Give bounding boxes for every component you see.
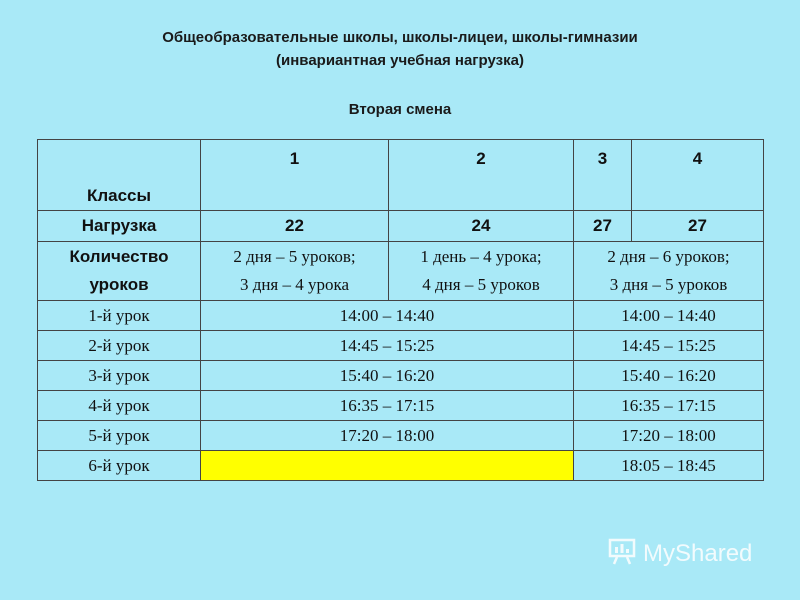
table-row [38, 301, 764, 331]
load-grade-4: 27 [632, 211, 764, 242]
lesson-count-grade-1-line2: 3 дня – 4 урока [239, 275, 350, 294]
lesson-label: 5-й урок [38, 421, 201, 451]
lesson-label: 3-й урок [38, 361, 201, 391]
grade-4: 4 [632, 140, 764, 211]
table-row [38, 421, 764, 451]
heading-shift: Вторая смена [348, 101, 452, 118]
lesson-count-grade-2-line2: 4 дня – 5 уроков [422, 275, 540, 294]
table-row [38, 391, 764, 421]
load-row [38, 211, 764, 242]
schedule-table [37, 139, 764, 481]
load-label: Нагрузка [38, 211, 201, 242]
lesson-count-grade-1-line1: 2 дня – 5 уроков; [233, 247, 356, 266]
lesson-count-grade-3-4-line1: 2 дня – 6 уроков; [607, 247, 730, 266]
load-grade-1: 22 [201, 211, 389, 242]
grade-2: 2 [389, 140, 574, 211]
lesson-time-grades-3-4: 14:00 – 14:40 [574, 301, 764, 331]
lesson-count-label [38, 242, 201, 301]
load-grade-2: 24 [389, 211, 574, 242]
lesson-time-grades-3-4: 15:40 – 16:20 [574, 361, 764, 391]
lesson-count-row [38, 242, 764, 301]
lesson-count-grade-3-4-line2: 3 дня – 5 уроков [609, 275, 728, 294]
table-row [38, 361, 764, 391]
heading-school-types: Общеобразовательные школы, школы-лицеи, школы-гимназии [162, 29, 638, 46]
lesson-count-label-line2: уроков [89, 275, 149, 294]
grade-1: 1 [201, 140, 389, 211]
heading-load-type: (инвариантная учебная нагрузка) [276, 52, 524, 69]
watermark-text: MyShared [643, 539, 753, 567]
presentation-board-icon [607, 536, 637, 571]
lesson-time-grades-1-2: 14:45 – 15:25 [201, 331, 574, 361]
lesson-time-grades-1-2: 17:20 – 18:00 [201, 421, 574, 451]
lesson-label: 2-й урок [38, 331, 201, 361]
watermark-logo [607, 536, 752, 571]
highlighted-empty-cell [201, 451, 574, 481]
table-header-row [38, 140, 764, 211]
lesson-time-grades-1-2: 14:00 – 14:40 [201, 301, 574, 331]
grade-3: 3 [574, 140, 632, 211]
lesson-count-label-line1: Количество [69, 247, 169, 266]
lesson-time-grades-3-4: 16:35 – 17:15 [574, 391, 764, 421]
lesson-count-grade-2-line1: 1 день – 4 урока; [420, 247, 542, 266]
lesson-label: 1-й урок [38, 301, 201, 331]
table-row [38, 451, 764, 481]
lesson-time-grades-3-4: 17:20 – 18:00 [574, 421, 764, 451]
lesson-count-grade-2 [389, 242, 574, 301]
lesson-time-grades-3-4: 14:45 – 15:25 [574, 331, 764, 361]
table-row [38, 331, 764, 361]
classes-label: Классы [38, 140, 201, 211]
lesson-count-grade-1 [201, 242, 389, 301]
lesson-label: 6-й урок [38, 451, 201, 481]
lesson-count-grade-3-4 [574, 242, 764, 301]
lesson-time-grades-1-2: 16:35 – 17:15 [201, 391, 574, 421]
lesson-time-grades-1-2: 15:40 – 16:20 [201, 361, 574, 391]
load-grade-3: 27 [574, 211, 632, 242]
lesson-time-grades-3-4: 18:05 – 18:45 [574, 451, 764, 481]
lesson-label: 4-й урок [38, 391, 201, 421]
